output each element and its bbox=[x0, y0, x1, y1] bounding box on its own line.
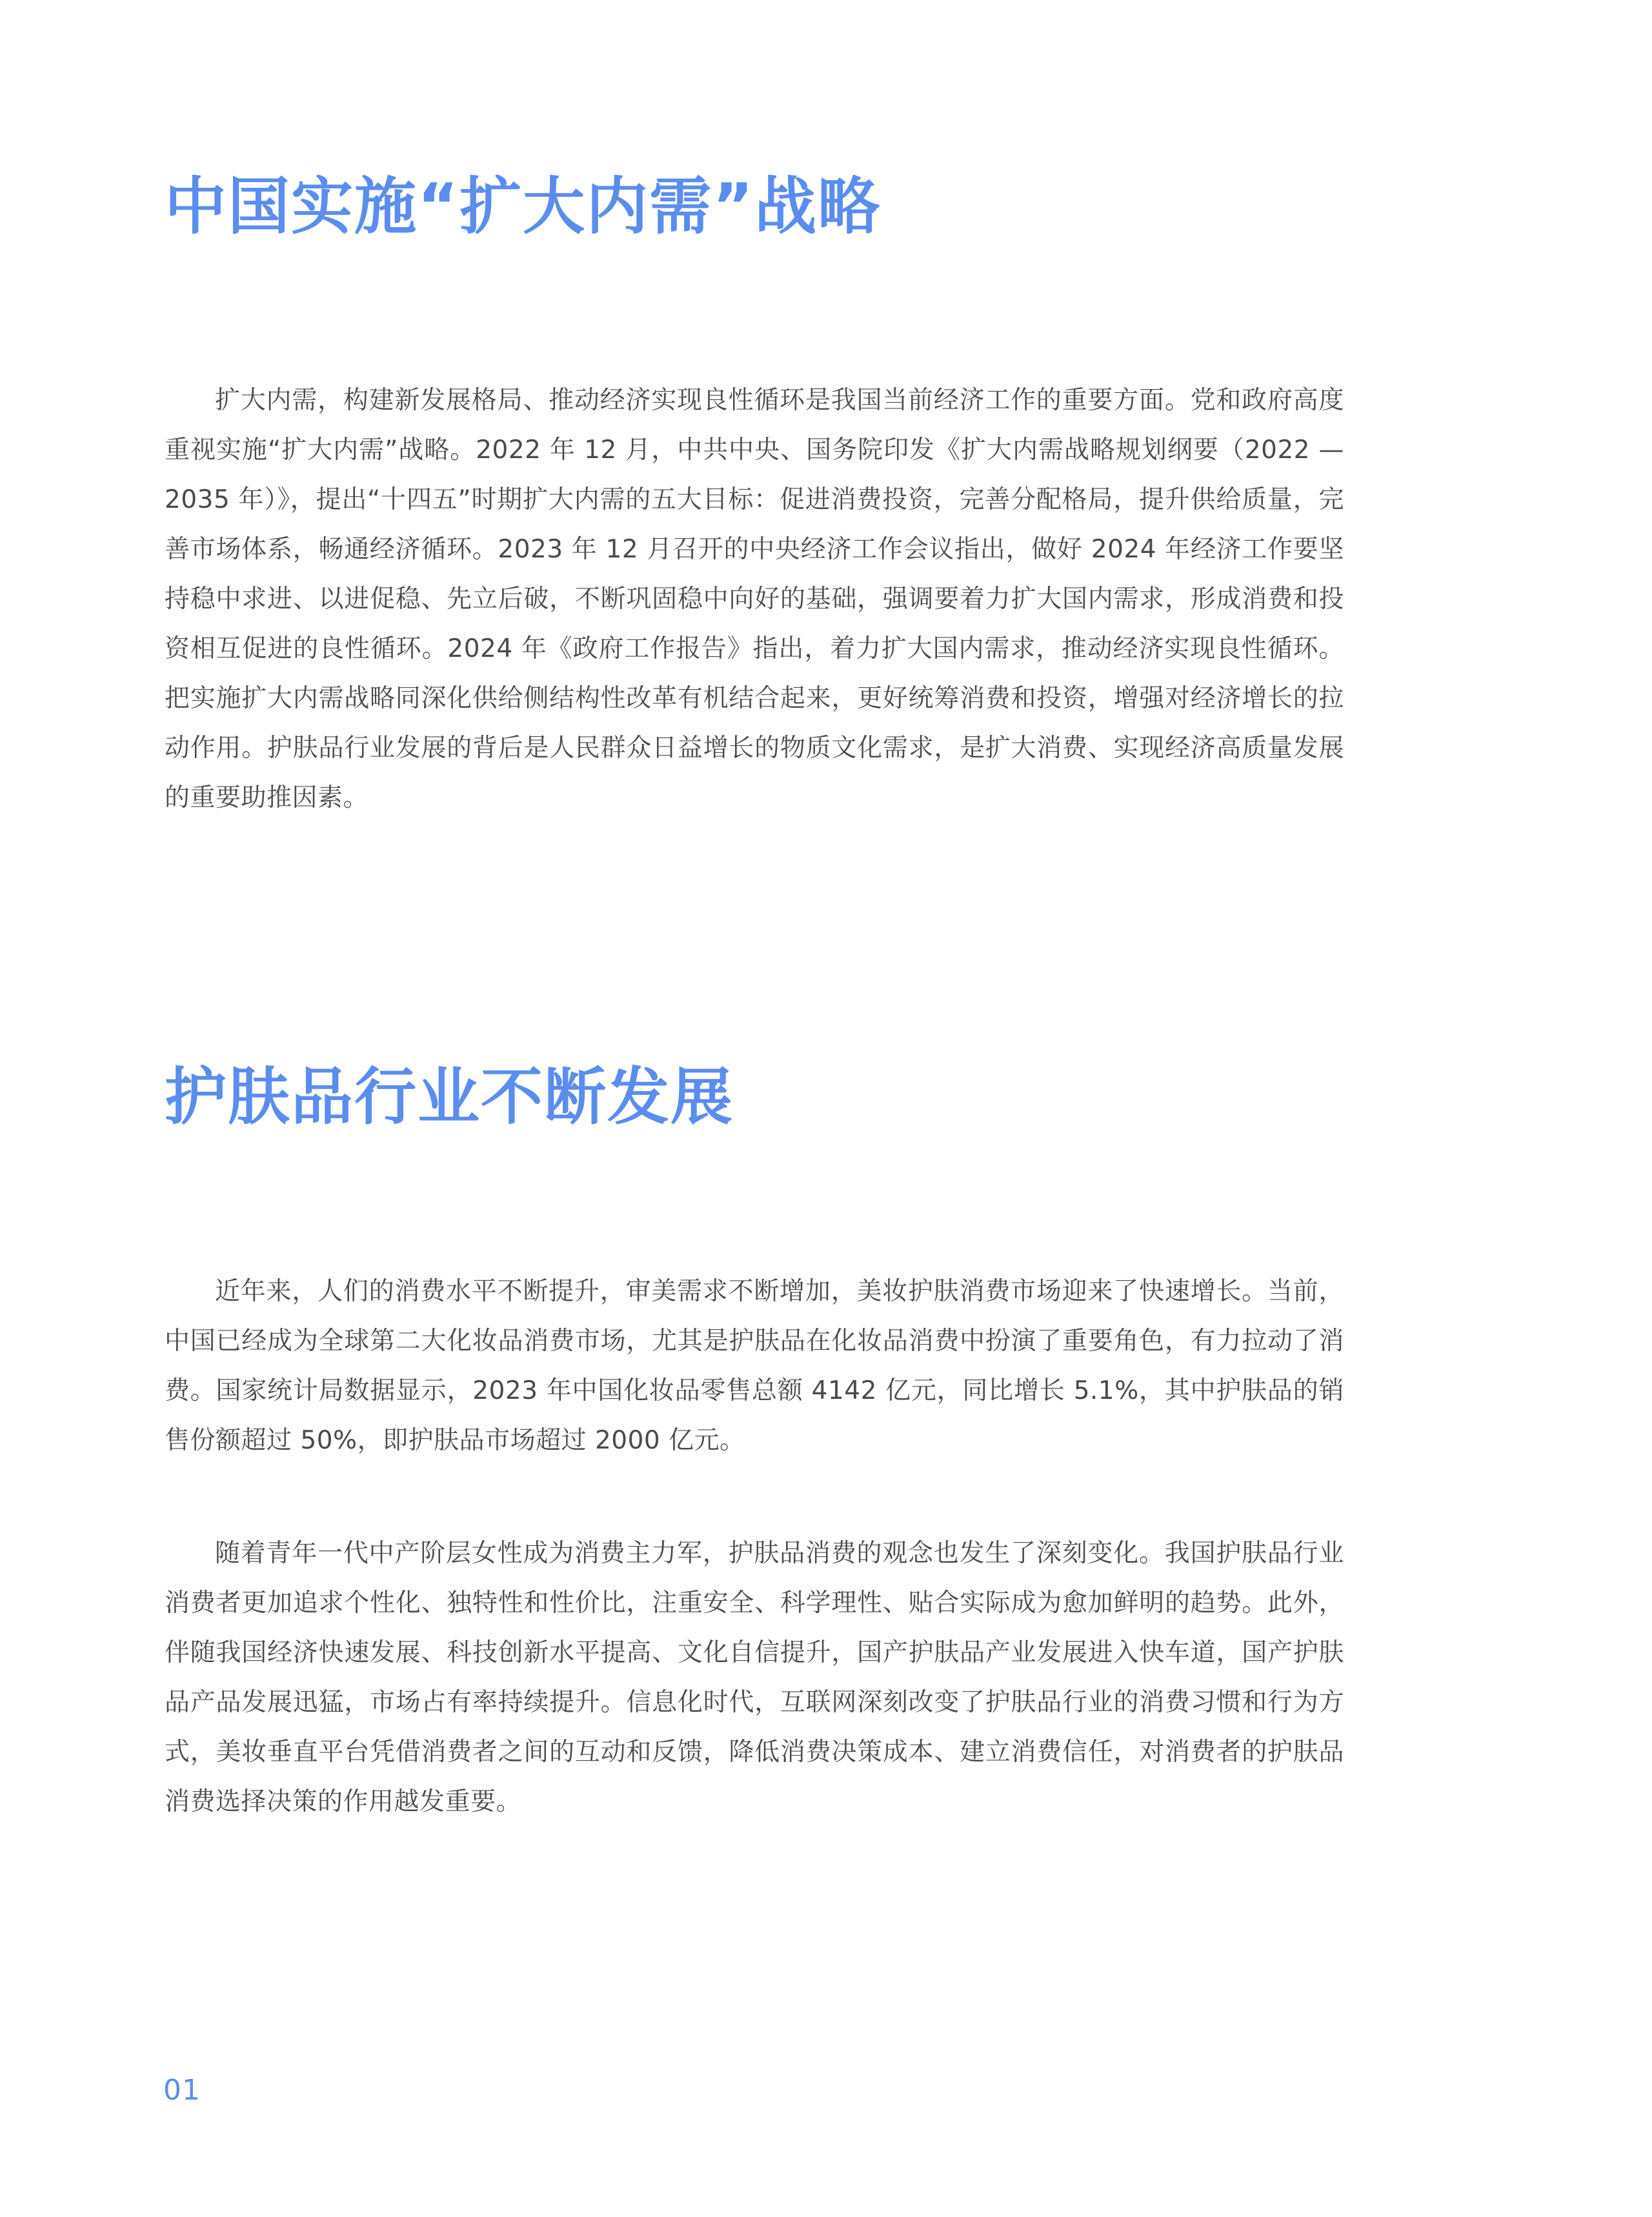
section-title-skincare-industry: 护肤品行业不断发展 bbox=[165, 1061, 734, 1133]
section2-paragraph-2: 随着青年一代中产阶层女性成为消费主力军，护肤品消费的观念也发生了深刻变化。我国护肤品行业消费者更加追求个性化、独特性和性价比，注重安全、科学理性、贴合实际成为愈加鲜明的趋势。此外，伴随我国经济快速发展、科技创新水平提高、文化自信提升，国产护肤品产业发展进入快车道，国产护肤品产品发展迅猛，市场占有率持续提升。信息化时代，互联网深刻改变了护肤品行业的消费习惯和行为方式，美妆垂直平台凭借消费者之间的互动和反馈，降低消费决策成本、建立消费信任，对消费者的护肤品消费选择决策的作用越发重要。 bbox=[165, 1539, 1344, 1816]
page-number: 01 bbox=[163, 2074, 201, 2107]
section2-paragraph-1: 近年来，人们的消费水平不断提升，审美需求不断增加，美妆护肤消费市场迎来了快速增长。当前，中国已经成为全球第二大化妆品消费市场，尤其是护肤品在化妆品消费中扮演了重要角色，有力拉动了消费。国家统计局数据显示，2023 年中国化妆品零售总额 4142 亿元，同比增长 5.1%，其中护肤品的销售份额超过 50%，即护肤品市场超过 2000 亿元。 bbox=[165, 1277, 1344, 1455]
section1-paragraph-1: 扩大内需，构建新发展格局、推动经济实现良性循环是我国当前经济工作的重要方面。党和政府高度重视实施“扩大内需”战略。2022 年 12 月，中共中央、国务院印发《扩大内需战略规划纲要（2022 — 2035 年）》，提出“十四五”时期扩大内需的五大目标：促进消费投资，完善分配格局，提升供给质量，完善市场体系，畅通经济循环。2023 年 12 月召开的中央经济工作会议指出，做好 2024 年经济工作要坚持稳中求进、以进促稳、先立后破，不断巩固稳中向好的基础，强调要着力扩大国内需求，形成消费和投资相互促进的良性循环。2024 年《政府工作报告》指出，着力扩大国内需求，推动经济实现良性循环。把实施扩大内需战略同深化供给侧结构性改革有机结合起来，更好统筹消费和投资，增强对经济增长的拉动作用。护肤品行业发展的背后是人民群众日益增长的物质文化需求，是扩大消费、实现经济高质量发展的重要助推因素。 bbox=[165, 386, 1344, 812]
section-title-expand-domestic-demand: 中国实施“扩大内需”战略 bbox=[165, 170, 881, 243]
